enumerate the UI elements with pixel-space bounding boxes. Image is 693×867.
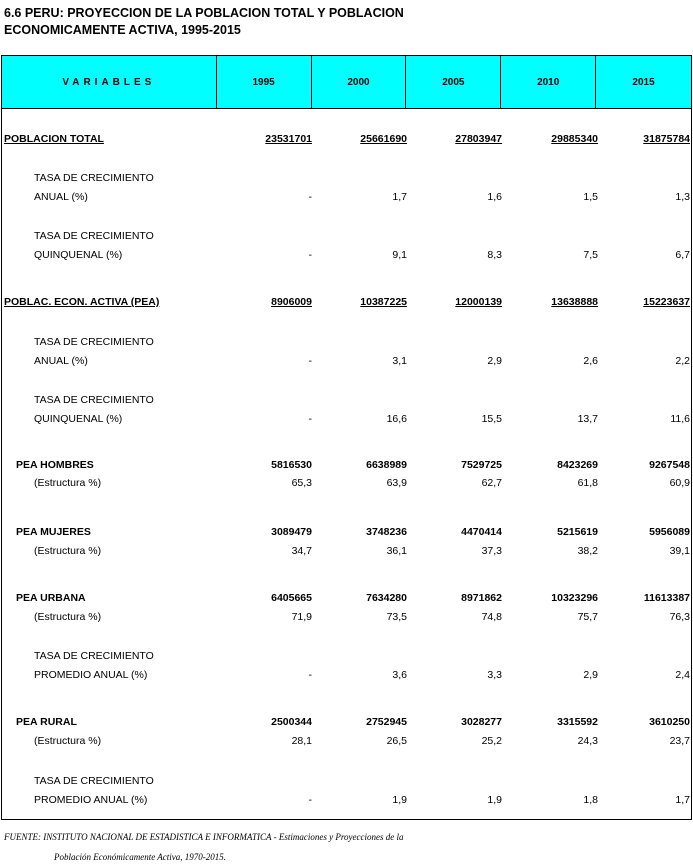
cell-2010: 38,2 <box>577 545 598 557</box>
row-tasa-promedio <box>2 791 691 809</box>
row-label: TASA DE CRECIMIENTO <box>34 230 154 242</box>
row-tasa-anual <box>2 188 691 206</box>
row-tasa-label <box>2 227 691 245</box>
row-tasa-quinquenal <box>2 410 691 428</box>
cell-2000: 10387225 <box>360 296 407 308</box>
row-label: TASA DE CRECIMIENTO <box>34 336 154 348</box>
row-estructura <box>2 608 691 626</box>
cell-2005: 8971862 <box>461 592 502 604</box>
cell-2010: 61,8 <box>577 477 598 489</box>
row-label: ANUAL (%) <box>34 191 88 203</box>
cell-2015: 39,1 <box>669 545 690 557</box>
row-label: PEA URBANA <box>16 592 86 604</box>
cell-1995: 23531701 <box>265 133 312 145</box>
cell-2005: 62,7 <box>481 477 502 489</box>
cell-2005: 12000139 <box>455 296 502 308</box>
cell-2015: 3610250 <box>649 716 690 728</box>
row-poblacion-total <box>2 130 691 148</box>
cell-1995: - <box>308 794 312 806</box>
cell-2000: 6638989 <box>366 459 407 471</box>
cell-2005: 27803947 <box>455 133 502 145</box>
cell-1995: 28,1 <box>291 735 312 747</box>
cell-2015: 15223637 <box>643 296 690 308</box>
cell-2010: 13638888 <box>551 296 598 308</box>
footnote-line-2: Población Económicamente Activa, 1970-2015. <box>54 852 227 862</box>
row-label: QUINQUENAL (%) <box>34 249 123 261</box>
row-label: PEA RURAL <box>16 716 77 728</box>
cell-2010: 2,6 <box>583 355 598 367</box>
cell-2010: 2,9 <box>583 669 598 681</box>
cell-2000: 7634280 <box>366 592 407 604</box>
cell-2005: 25,2 <box>481 735 502 747</box>
cell-2000: 36,1 <box>386 545 407 557</box>
cell-1995: 34,7 <box>291 545 312 557</box>
row-pea-mujeres <box>2 523 691 541</box>
cell-2015: 11,6 <box>670 413 690 425</box>
cell-2005: 8,3 <box>487 249 502 261</box>
row-label: PEA MUJERES <box>16 526 91 538</box>
cell-2005: 1,6 <box>487 191 502 203</box>
cell-2000: 3,6 <box>392 669 407 681</box>
cell-2000: 3748236 <box>366 526 407 538</box>
cell-2005: 15,5 <box>481 413 502 425</box>
row-label: (Estructura %) <box>34 735 102 747</box>
cell-2015: 1,3 <box>675 191 690 203</box>
cell-2000: 16,6 <box>386 413 407 425</box>
row-estructura <box>2 542 691 560</box>
cell-2015: 31875784 <box>643 133 690 145</box>
cell-2010: 3315592 <box>557 716 598 728</box>
cell-2015: 9267548 <box>649 459 690 471</box>
cell-2010: 5215619 <box>557 526 598 538</box>
cell-2000: 1,9 <box>392 794 407 806</box>
row-label: (Estructura %) <box>34 545 102 557</box>
footnote <box>4 827 403 867</box>
cell-2000: 25661690 <box>360 133 407 145</box>
cell-2010: 13,7 <box>577 413 598 425</box>
cell-2015: 11613387 <box>643 592 690 604</box>
row-label: POBLAC. ECON. ACTIVA (PEA) <box>4 296 160 308</box>
title-line-1: 6.6 PERU: PROYECCION DE LA POBLACION TOTAL Y POBLACION <box>4 6 404 20</box>
row-label: TASA DE CRECIMIENTO <box>34 394 154 406</box>
cell-2015: 2,4 <box>675 669 690 681</box>
cell-2005: 2,9 <box>487 355 502 367</box>
row-label: POBLACION TOTAL <box>4 133 104 145</box>
cell-2005: 1,9 <box>487 794 502 806</box>
row-pea-hombres <box>2 456 691 474</box>
cell-1995: 5816530 <box>271 459 312 471</box>
row-label: PROMEDIO ANUAL (%) <box>34 794 148 806</box>
cell-2005: 37,3 <box>481 545 502 557</box>
title-line-2: ECONOMICAMENTE ACTIVA, 1995-2015 <box>4 23 241 37</box>
cell-2005: 3028277 <box>461 716 502 728</box>
row-tasa-label <box>2 391 691 409</box>
cell-2010: 8423269 <box>557 459 598 471</box>
cell-2010: 75,7 <box>577 611 598 623</box>
header-year: 2005 <box>406 56 501 108</box>
cell-1995: 71,9 <box>291 611 312 623</box>
cell-2010: 29885340 <box>551 133 598 145</box>
row-estructura <box>2 474 691 492</box>
cell-1995: 6405665 <box>271 592 312 604</box>
cell-2015: 23,7 <box>669 735 690 747</box>
cell-2015: 6,7 <box>675 249 690 261</box>
table-header <box>2 56 691 109</box>
row-tasa-promedio <box>2 666 691 684</box>
cell-2015: 2,2 <box>675 355 690 367</box>
cell-1995: 2500344 <box>271 716 312 728</box>
cell-2000: 1,7 <box>392 191 407 203</box>
row-label: PEA HOMBRES <box>16 459 94 471</box>
header-variables: VARIABLES <box>2 56 217 108</box>
cell-2000: 63,9 <box>386 477 407 489</box>
cell-2005: 74,8 <box>481 611 502 623</box>
cell-2000: 9,1 <box>392 249 407 261</box>
cell-1995: - <box>308 413 312 425</box>
row-label: TASA DE CRECIMIENTO <box>34 650 154 662</box>
table-title <box>4 5 404 39</box>
cell-2015: 5956089 <box>649 526 690 538</box>
row-tasa-anual <box>2 352 691 370</box>
cell-1995: 3089479 <box>271 526 312 538</box>
cell-2005: 3,3 <box>487 669 502 681</box>
cell-2015: 60,9 <box>669 477 690 489</box>
cell-2000: 73,5 <box>386 611 407 623</box>
row-label: QUINQUENAL (%) <box>34 413 123 425</box>
cell-2010: 7,5 <box>583 249 598 261</box>
row-label: ANUAL (%) <box>34 355 88 367</box>
data-table <box>1 55 692 820</box>
cell-2010: 1,5 <box>583 191 598 203</box>
row-tasa-label <box>2 169 691 187</box>
row-tasa-label <box>2 772 691 790</box>
cell-2010: 1,8 <box>583 794 598 806</box>
row-label: PROMEDIO ANUAL (%) <box>34 669 148 681</box>
row-estructura <box>2 732 691 750</box>
row-tasa-quinquenal <box>2 246 691 264</box>
row-label: TASA DE CRECIMIENTO <box>34 172 154 184</box>
cell-2010: 24,3 <box>577 735 598 747</box>
header-year: 2015 <box>632 76 655 88</box>
row-tasa-label <box>2 647 691 665</box>
header-year: 1995 <box>217 56 312 108</box>
row-tasa-label <box>2 333 691 351</box>
cell-1995: 8906009 <box>271 296 312 308</box>
cell-2005: 4470414 <box>461 526 502 538</box>
cell-1995: - <box>308 355 312 367</box>
header-year: 2000 <box>312 56 407 108</box>
row-pea-rural <box>2 713 691 731</box>
row-label: (Estructura %) <box>34 477 102 489</box>
cell-2000: 26,5 <box>386 735 407 747</box>
footnote-line-1: FUENTE: INSTITUTO NACIONAL DE ESTADISTICA E INFORMATICA - Estimaciones y Proyecciones de la <box>4 832 404 842</box>
cell-2015: 1,7 <box>675 794 690 806</box>
cell-2015: 76,3 <box>669 611 690 623</box>
header-year: 2010 <box>501 56 596 108</box>
row-pea <box>2 293 691 311</box>
row-pea-urbana <box>2 589 691 607</box>
cell-2005: 7529725 <box>461 459 502 471</box>
cell-2000: 2752945 <box>366 716 407 728</box>
cell-2010: 10323296 <box>551 592 598 604</box>
row-label: TASA DE CRECIMIENTO <box>34 775 154 787</box>
cell-1995: 65,3 <box>291 477 312 489</box>
cell-1995: - <box>308 669 312 681</box>
cell-1995: - <box>308 191 312 203</box>
row-label: (Estructura %) <box>34 611 102 623</box>
cell-1995: - <box>308 249 312 261</box>
cell-2000: 3,1 <box>392 355 407 367</box>
